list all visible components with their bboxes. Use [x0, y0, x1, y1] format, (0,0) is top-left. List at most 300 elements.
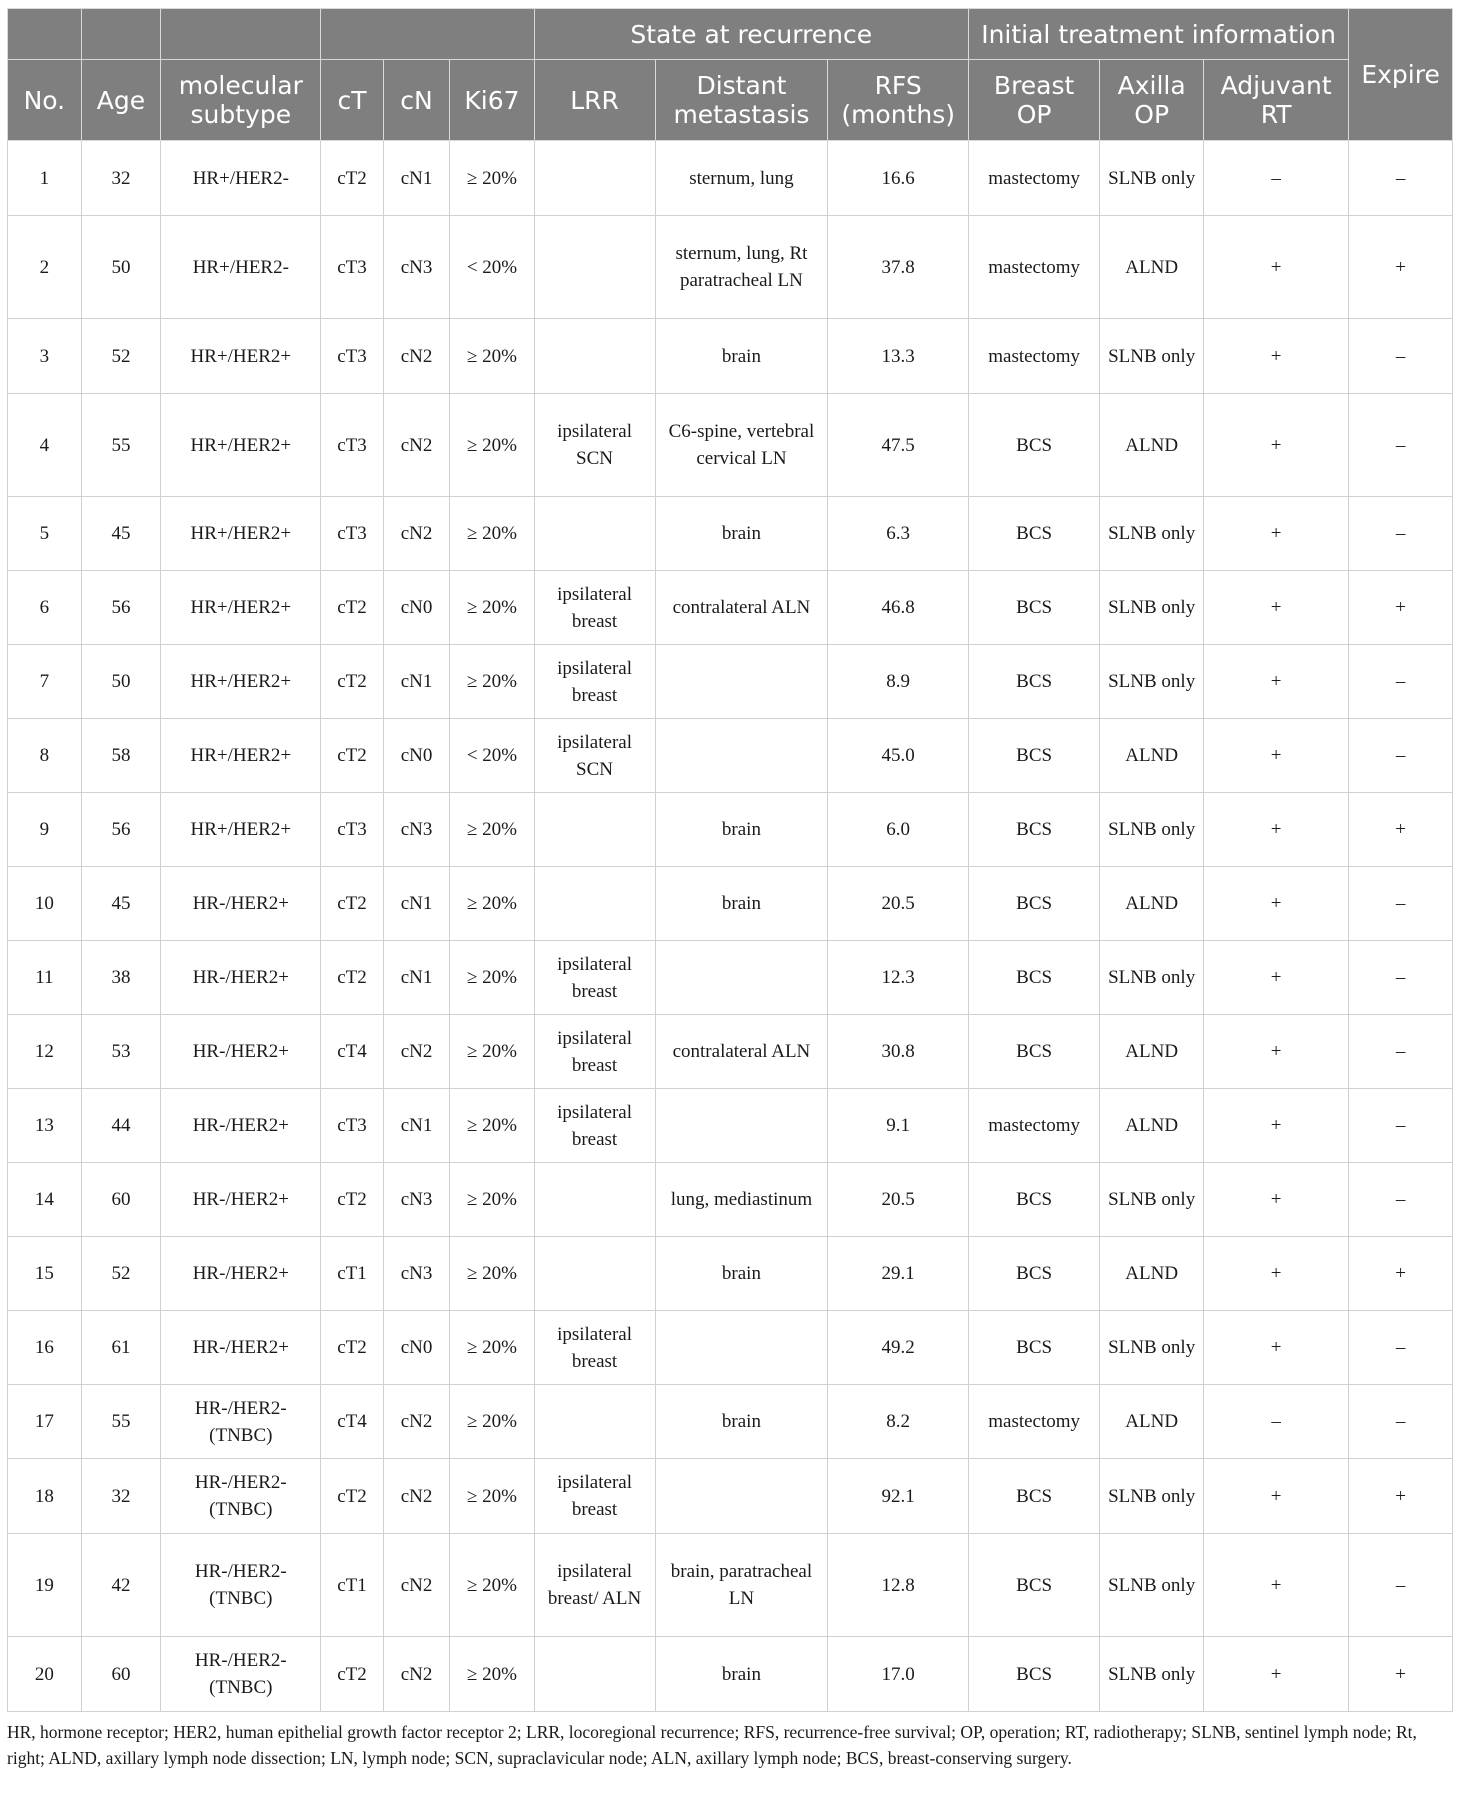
cell-rfs: 8.9	[828, 645, 969, 719]
cell-rfs: 20.5	[828, 1163, 969, 1237]
cell-ki67: ≥ 20%	[450, 394, 534, 497]
cell-subtype: HR-/HER2+	[161, 941, 321, 1015]
cell-ki67: ≥ 20%	[450, 793, 534, 867]
cell-rfs: 46.8	[828, 571, 969, 645]
cell-breast-op: BCS	[968, 394, 1099, 497]
cell-axilla-op: SLNB only	[1100, 1163, 1204, 1237]
cell-axilla-op: SLNB only	[1100, 1311, 1204, 1385]
cell-rfs: 6.3	[828, 497, 969, 571]
cell-cn: cN3	[383, 793, 450, 867]
table-row	[8, 1311, 1453, 1385]
cell-axilla-op: ALND	[1100, 1089, 1204, 1163]
cell-lrr: ipsilateral breast	[534, 1311, 655, 1385]
cell-breast-op: BCS	[968, 793, 1099, 867]
cell-subtype: HR+/HER2+	[161, 394, 321, 497]
table-row	[8, 1459, 1453, 1534]
table-row	[8, 1163, 1453, 1237]
cell-cn: cN1	[383, 941, 450, 1015]
cell-adjuvant-rt: +	[1204, 1163, 1349, 1237]
cell-no: 4	[8, 394, 82, 497]
cell-expire: +	[1349, 793, 1453, 867]
cell-adjuvant-rt: +	[1204, 793, 1349, 867]
cell-breast-op: BCS	[968, 645, 1099, 719]
cell-age: 53	[81, 1015, 161, 1089]
cell-expire: –	[1349, 867, 1453, 941]
header-subtype: molecular subtype	[161, 60, 321, 141]
table-row	[8, 216, 1453, 319]
cell-cn: cN1	[383, 1089, 450, 1163]
cell-age: 32	[81, 141, 161, 216]
cell-subtype: HR-/HER2- (TNBC)	[161, 1459, 321, 1534]
cell-adjuvant-rt: +	[1204, 1089, 1349, 1163]
cell-cn: cN2	[383, 1637, 450, 1712]
cell-no: 8	[8, 719, 82, 793]
cell-axilla-op: SLNB only	[1100, 793, 1204, 867]
cell-age: 52	[81, 319, 161, 394]
cell-adjuvant-rt: –	[1204, 141, 1349, 216]
cell-breast-op: mastectomy	[968, 141, 1099, 216]
cell-lrr	[534, 867, 655, 941]
cell-ct: cT2	[321, 571, 383, 645]
cell-subtype: HR+/HER2-	[161, 216, 321, 319]
cell-axilla-op: ALND	[1100, 394, 1204, 497]
cell-subtype: HR+/HER2+	[161, 719, 321, 793]
cell-age: 55	[81, 1385, 161, 1459]
cell-subtype: HR-/HER2+	[161, 1089, 321, 1163]
cell-breast-op: BCS	[968, 1163, 1099, 1237]
cell-no: 12	[8, 1015, 82, 1089]
cell-no: 19	[8, 1534, 82, 1637]
cell-subtype: HR-/HER2+	[161, 1311, 321, 1385]
cell-cn: cN2	[383, 394, 450, 497]
table-body	[8, 141, 1453, 1712]
cell-age: 55	[81, 394, 161, 497]
cell-subtype: HR+/HER2+	[161, 793, 321, 867]
cell-ki67: ≥ 20%	[450, 571, 534, 645]
cell-no: 15	[8, 1237, 82, 1311]
cell-axilla-op: SLNB only	[1100, 571, 1204, 645]
cell-ki67: ≥ 20%	[450, 1237, 534, 1311]
patient-table	[7, 8, 1453, 1712]
cell-adjuvant-rt: +	[1204, 1637, 1349, 1712]
cell-distant: brain	[655, 319, 828, 394]
cell-breast-op: BCS	[968, 1311, 1099, 1385]
cell-rfs: 9.1	[828, 1089, 969, 1163]
cell-distant: brain	[655, 1385, 828, 1459]
cell-ct: cT2	[321, 1459, 383, 1534]
cell-axilla-op: SLNB only	[1100, 1459, 1204, 1534]
table-row	[8, 1534, 1453, 1637]
cell-age: 50	[81, 216, 161, 319]
cell-expire: –	[1349, 1534, 1453, 1637]
cell-expire: +	[1349, 216, 1453, 319]
cell-adjuvant-rt: +	[1204, 497, 1349, 571]
cell-expire: –	[1349, 141, 1453, 216]
cell-expire: –	[1349, 497, 1453, 571]
cell-breast-op: BCS	[968, 941, 1099, 1015]
cell-subtype: HR+/HER2-	[161, 141, 321, 216]
cell-adjuvant-rt: +	[1204, 571, 1349, 645]
cell-age: 60	[81, 1637, 161, 1712]
cell-subtype: HR-/HER2+	[161, 1237, 321, 1311]
cell-age: 58	[81, 719, 161, 793]
cell-lrr	[534, 497, 655, 571]
cell-ki67: ≥ 20%	[450, 1637, 534, 1712]
cell-expire: +	[1349, 571, 1453, 645]
cell-distant: sternum, lung, Rt paratracheal LN	[655, 216, 828, 319]
cell-cn: cN2	[383, 319, 450, 394]
cell-ki67: ≥ 20%	[450, 1459, 534, 1534]
cell-cn: cN2	[383, 1015, 450, 1089]
cell-rfs: 16.6	[828, 141, 969, 216]
cell-subtype: HR-/HER2- (TNBC)	[161, 1385, 321, 1459]
cell-ct: cT4	[321, 1015, 383, 1089]
cell-adjuvant-rt: +	[1204, 719, 1349, 793]
cell-expire: +	[1349, 1237, 1453, 1311]
cell-expire: +	[1349, 1637, 1453, 1712]
cell-cn: cN2	[383, 1459, 450, 1534]
cell-axilla-op: ALND	[1100, 719, 1204, 793]
table-row	[8, 319, 1453, 394]
cell-axilla-op: ALND	[1100, 1015, 1204, 1089]
cell-rfs: 12.3	[828, 941, 969, 1015]
cell-lrr: ipsilateral SCN	[534, 394, 655, 497]
cell-distant	[655, 719, 828, 793]
cell-expire: +	[1349, 1459, 1453, 1534]
cell-no: 11	[8, 941, 82, 1015]
cell-expire: –	[1349, 719, 1453, 793]
cell-expire: –	[1349, 1163, 1453, 1237]
header-rfs: RFS (months)	[828, 60, 969, 141]
cell-lrr	[534, 216, 655, 319]
cell-breast-op: mastectomy	[968, 216, 1099, 319]
cell-rfs: 45.0	[828, 719, 969, 793]
cell-ct: cT2	[321, 645, 383, 719]
cell-expire: –	[1349, 1089, 1453, 1163]
cell-age: 38	[81, 941, 161, 1015]
cell-distant: brain	[655, 497, 828, 571]
cell-no: 1	[8, 141, 82, 216]
cell-age: 61	[81, 1311, 161, 1385]
cell-ki67: ≥ 20%	[450, 1534, 534, 1637]
cell-distant: brain	[655, 867, 828, 941]
header-distant: Distant metastasis	[655, 60, 828, 141]
cell-breast-op: BCS	[968, 719, 1099, 793]
cell-axilla-op: SLNB only	[1100, 141, 1204, 216]
cell-subtype: HR-/HER2+	[161, 867, 321, 941]
cell-age: 56	[81, 793, 161, 867]
cell-ki67: ≥ 20%	[450, 645, 534, 719]
cell-cn: cN0	[383, 719, 450, 793]
cell-breast-op: BCS	[968, 1237, 1099, 1311]
cell-cn: cN3	[383, 1237, 450, 1311]
cell-rfs: 37.8	[828, 216, 969, 319]
cell-ki67: ≥ 20%	[450, 867, 534, 941]
cell-no: 13	[8, 1089, 82, 1163]
cell-breast-op: mastectomy	[968, 1385, 1099, 1459]
table-row	[8, 497, 1453, 571]
cell-subtype: HR+/HER2+	[161, 571, 321, 645]
cell-distant: brain	[655, 1637, 828, 1712]
header-breast-op: Breast OP	[968, 60, 1099, 141]
cell-age: 44	[81, 1089, 161, 1163]
cell-distant	[655, 645, 828, 719]
cell-distant: contralateral ALN	[655, 571, 828, 645]
cell-subtype: HR-/HER2+	[161, 1163, 321, 1237]
cell-ct: cT1	[321, 1237, 383, 1311]
cell-axilla-op: SLNB only	[1100, 645, 1204, 719]
cell-lrr: ipsilateral breast/ ALN	[534, 1534, 655, 1637]
cell-no: 20	[8, 1637, 82, 1712]
header-column-row	[8, 60, 1453, 141]
cell-cn: cN3	[383, 216, 450, 319]
table-row	[8, 1637, 1453, 1712]
cell-breast-op: mastectomy	[968, 1089, 1099, 1163]
cell-ct: cT3	[321, 319, 383, 394]
cell-axilla-op: ALND	[1100, 216, 1204, 319]
cell-lrr: ipsilateral breast	[534, 941, 655, 1015]
cell-adjuvant-rt: +	[1204, 216, 1349, 319]
cell-age: 32	[81, 1459, 161, 1534]
table-row	[8, 1385, 1453, 1459]
table-row	[8, 867, 1453, 941]
header-lrr: LRR	[534, 60, 655, 141]
cell-ct: cT3	[321, 1089, 383, 1163]
cell-ct: cT1	[321, 1534, 383, 1637]
table-row	[8, 1015, 1453, 1089]
header-expire: Expire	[1349, 9, 1453, 141]
cell-no: 17	[8, 1385, 82, 1459]
cell-no: 16	[8, 1311, 82, 1385]
cell-ct: cT3	[321, 497, 383, 571]
cell-breast-op: BCS	[968, 1015, 1099, 1089]
cell-ki67: ≥ 20%	[450, 1311, 534, 1385]
cell-adjuvant-rt: +	[1204, 1015, 1349, 1089]
header-blank-cell	[81, 9, 161, 60]
cell-adjuvant-rt: –	[1204, 1385, 1349, 1459]
cell-no: 18	[8, 1459, 82, 1534]
cell-ct: cT2	[321, 1637, 383, 1712]
table-row	[8, 1237, 1453, 1311]
cell-expire: –	[1349, 1015, 1453, 1089]
header-age: Age	[81, 60, 161, 141]
table-footnote: HR, hormone receptor; HER2, human epithelial growth factor receptor 2; LRR, locoregional recurrence; RFS, recurrence-free survival; OP, operation; RT, radiotherapy; SLNB, sentinel lymph node; Rt, right; ALND, axillary lymph node dissection; LN, lymph node; SCN, supraclavicular node; ALN, axillary lymph node; BCS, breast-conserving surgery.	[7, 1722, 1417, 1768]
header-group-state: State at recurrence	[534, 9, 968, 60]
cell-no: 10	[8, 867, 82, 941]
cell-ct: cT3	[321, 394, 383, 497]
cell-age: 56	[81, 571, 161, 645]
cell-expire: –	[1349, 941, 1453, 1015]
cell-lrr: ipsilateral SCN	[534, 719, 655, 793]
cell-age: 45	[81, 497, 161, 571]
cell-adjuvant-rt: +	[1204, 867, 1349, 941]
cell-breast-op: BCS	[968, 1534, 1099, 1637]
cell-adjuvant-rt: +	[1204, 1237, 1349, 1311]
cell-axilla-op: SLNB only	[1100, 497, 1204, 571]
cell-lrr: ipsilateral breast	[534, 571, 655, 645]
cell-adjuvant-rt: +	[1204, 319, 1349, 394]
cell-axilla-op: ALND	[1100, 867, 1204, 941]
cell-cn: cN1	[383, 867, 450, 941]
cell-breast-op: BCS	[968, 1637, 1099, 1712]
cell-lrr	[534, 141, 655, 216]
header-blank-cell	[8, 9, 82, 60]
cell-age: 50	[81, 645, 161, 719]
cell-expire: –	[1349, 1311, 1453, 1385]
cell-rfs: 47.5	[828, 394, 969, 497]
cell-no: 7	[8, 645, 82, 719]
cell-lrr: ipsilateral breast	[534, 1459, 655, 1534]
cell-expire: –	[1349, 394, 1453, 497]
table-row	[8, 645, 1453, 719]
cell-lrr	[534, 1385, 655, 1459]
cell-distant: contralateral ALN	[655, 1015, 828, 1089]
cell-subtype: HR-/HER2+	[161, 1015, 321, 1089]
cell-adjuvant-rt: +	[1204, 1459, 1349, 1534]
cell-lrr	[534, 793, 655, 867]
cell-rfs: 30.8	[828, 1015, 969, 1089]
cell-ct: cT3	[321, 793, 383, 867]
cell-rfs: 6.0	[828, 793, 969, 867]
cell-adjuvant-rt: +	[1204, 1534, 1349, 1637]
cell-distant: brain	[655, 1237, 828, 1311]
cell-adjuvant-rt: +	[1204, 941, 1349, 1015]
cell-rfs: 29.1	[828, 1237, 969, 1311]
cell-axilla-op: SLNB only	[1100, 1637, 1204, 1712]
cell-adjuvant-rt: +	[1204, 645, 1349, 719]
table-row	[8, 941, 1453, 1015]
cell-age: 52	[81, 1237, 161, 1311]
cell-ct: cT2	[321, 719, 383, 793]
cell-axilla-op: ALND	[1100, 1237, 1204, 1311]
cell-age: 45	[81, 867, 161, 941]
cell-lrr	[534, 1237, 655, 1311]
cell-ct: cT3	[321, 216, 383, 319]
cell-lrr: ipsilateral breast	[534, 1015, 655, 1089]
cell-breast-op: BCS	[968, 497, 1099, 571]
cell-age: 42	[81, 1534, 161, 1637]
cell-rfs: 12.8	[828, 1534, 969, 1637]
cell-breast-op: BCS	[968, 867, 1099, 941]
header-ki67: Ki67	[450, 60, 534, 141]
header-cn: cN	[383, 60, 450, 141]
cell-rfs: 13.3	[828, 319, 969, 394]
table-row	[8, 394, 1453, 497]
header-ct: cT	[321, 60, 383, 141]
cell-rfs: 20.5	[828, 867, 969, 941]
cell-ki67: ≥ 20%	[450, 319, 534, 394]
cell-rfs: 17.0	[828, 1637, 969, 1712]
cell-ki67: ≥ 20%	[450, 497, 534, 571]
cell-rfs: 92.1	[828, 1459, 969, 1534]
table-row	[8, 1089, 1453, 1163]
cell-ki67: ≥ 20%	[450, 1089, 534, 1163]
cell-ki67: < 20%	[450, 719, 534, 793]
cell-subtype: HR-/HER2- (TNBC)	[161, 1534, 321, 1637]
cell-rfs: 49.2	[828, 1311, 969, 1385]
cell-distant	[655, 1311, 828, 1385]
header-axilla-op: Axilla OP	[1100, 60, 1204, 141]
cell-breast-op: mastectomy	[968, 319, 1099, 394]
table-row	[8, 719, 1453, 793]
cell-lrr	[534, 1637, 655, 1712]
cell-no: 2	[8, 216, 82, 319]
cell-ct: cT2	[321, 941, 383, 1015]
cell-no: 5	[8, 497, 82, 571]
cell-rfs: 8.2	[828, 1385, 969, 1459]
cell-lrr: ipsilateral breast	[534, 1089, 655, 1163]
cell-subtype: HR-/HER2- (TNBC)	[161, 1637, 321, 1712]
cell-no: 9	[8, 793, 82, 867]
cell-distant: sternum, lung	[655, 141, 828, 216]
cell-ct: cT2	[321, 1311, 383, 1385]
cell-axilla-op: SLNB only	[1100, 319, 1204, 394]
cell-lrr: ipsilateral breast	[534, 645, 655, 719]
table-row	[8, 571, 1453, 645]
cell-ct: cT2	[321, 1163, 383, 1237]
cell-no: 6	[8, 571, 82, 645]
cell-breast-op: BCS	[968, 1459, 1099, 1534]
cell-axilla-op: SLNB only	[1100, 1534, 1204, 1637]
header-blank-cell	[321, 9, 534, 60]
table-row	[8, 793, 1453, 867]
cell-distant: brain	[655, 793, 828, 867]
cell-cn: cN0	[383, 571, 450, 645]
cell-axilla-op: ALND	[1100, 1385, 1204, 1459]
cell-ki67: ≥ 20%	[450, 941, 534, 1015]
cell-cn: cN1	[383, 141, 450, 216]
cell-cn: cN1	[383, 645, 450, 719]
cell-no: 3	[8, 319, 82, 394]
cell-cn: cN2	[383, 1534, 450, 1637]
cell-axilla-op: SLNB only	[1100, 941, 1204, 1015]
cell-expire: –	[1349, 1385, 1453, 1459]
cell-distant	[655, 1459, 828, 1534]
cell-ki67: ≥ 20%	[450, 141, 534, 216]
cell-lrr	[534, 319, 655, 394]
cell-ct: cT2	[321, 141, 383, 216]
cell-adjuvant-rt: +	[1204, 394, 1349, 497]
cell-distant	[655, 1089, 828, 1163]
cell-subtype: HR+/HER2+	[161, 319, 321, 394]
cell-cn: cN2	[383, 1385, 450, 1459]
cell-ki67: ≥ 20%	[450, 1385, 534, 1459]
cell-adjuvant-rt: +	[1204, 1311, 1349, 1385]
cell-ct: cT4	[321, 1385, 383, 1459]
cell-expire: –	[1349, 319, 1453, 394]
cell-ki67: ≥ 20%	[450, 1015, 534, 1089]
cell-distant	[655, 941, 828, 1015]
header-group-row	[8, 9, 1453, 60]
cell-cn: cN3	[383, 1163, 450, 1237]
cell-cn: cN0	[383, 1311, 450, 1385]
cell-subtype: HR+/HER2+	[161, 645, 321, 719]
cell-no: 14	[8, 1163, 82, 1237]
header-group-treatment: Initial treatment information	[968, 9, 1348, 60]
cell-breast-op: BCS	[968, 571, 1099, 645]
cell-ct: cT2	[321, 867, 383, 941]
table-row	[8, 141, 1453, 216]
document-page	[7, 8, 1453, 1771]
cell-cn: cN2	[383, 497, 450, 571]
header-adjuvant-rt: Adjuvant RT	[1204, 60, 1349, 141]
cell-subtype: HR+/HER2+	[161, 497, 321, 571]
cell-expire: –	[1349, 645, 1453, 719]
cell-distant: C6-spine, vertebral cervical LN	[655, 394, 828, 497]
cell-ki67: ≥ 20%	[450, 1163, 534, 1237]
header-no: No.	[8, 60, 82, 141]
cell-distant: brain, paratracheal LN	[655, 1534, 828, 1637]
